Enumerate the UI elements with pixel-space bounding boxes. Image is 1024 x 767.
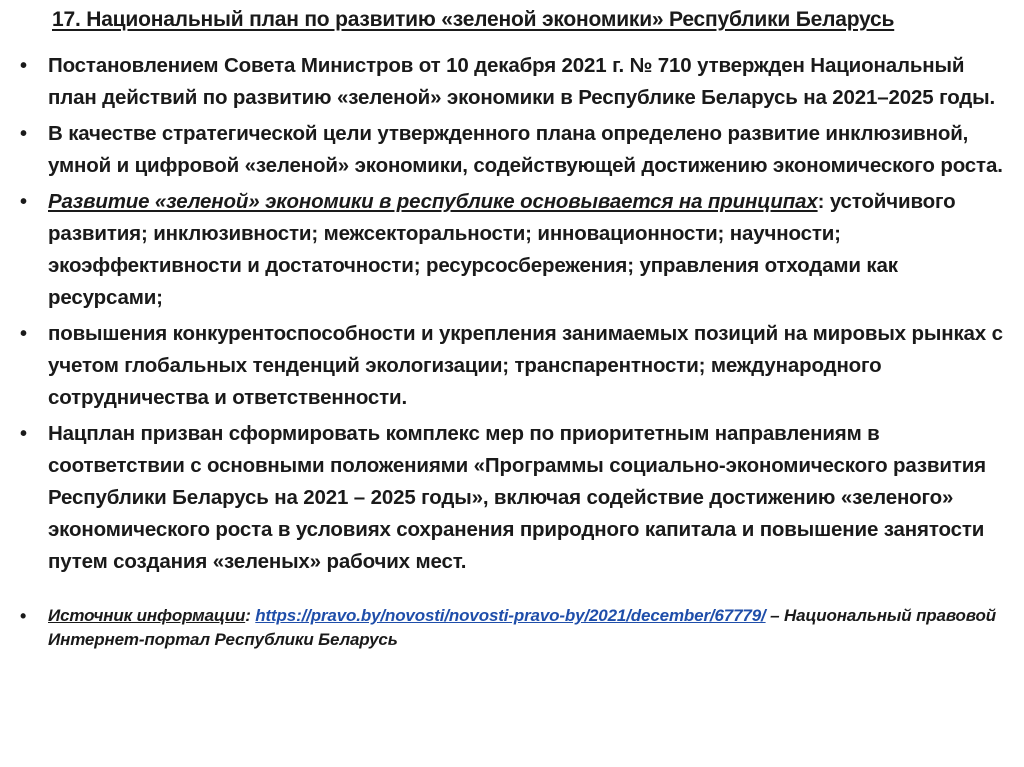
principles-heading: Развитие «зеленой» экономики в республике основывается на принципах [48,190,818,213]
bullet-icon: • [20,123,27,145]
bullet-item-3 [20,186,1005,314]
bullet-icon: • [20,191,27,213]
bullet-text: повышения конкурентоспособности и укрепления занимаемых позиций на мировых рынках с учетом глобальных тенденций экологизации; транспарентности; международного сотрудничества и ответственности. [48,322,1003,409]
bullet-icon: • [20,323,27,345]
bullet-icon: • [20,606,27,626]
source-suffix: – Национальный правовой Интернет-портал Республики Беларусь [48,606,996,649]
bullet-item-1 [20,50,1005,114]
bullet-icon: • [20,55,27,77]
bullet-item-4 [20,318,1005,414]
bullet-item-2 [20,118,1005,182]
slide-title: 17. Национальный план по развитию «зеленой экономики» Республики Беларусь [52,8,895,31]
bullet-list [20,50,1005,656]
source-label: Источник информации [48,606,246,625]
bullet-text: В качестве стратегической цели утвержденного плана определено развитие инклюзивной, умной и цифровой «зеленой» экономики, содействующей достижению экономического роста. [48,122,1003,177]
source-link[interactable]: https://pravo.by/novosti/novosti-pravo-by/2021/december/67779/ [255,606,766,625]
bullet-icon: • [20,423,27,445]
source-item [20,604,1005,652]
bullet-text: : устойчивого развития; инклюзивности; межсекторальности; инновационности; научности; экоэффективности и достаточности; ресурсосбережения; управления отходами как ресурсами; [48,190,956,309]
bullet-text: Нацплан призван сформировать комплекс мер по приоритетным направлениям в соответствии с основными положениями «Программы социально-экономического развития Республики Беларусь на 2021 – 2025 годы», включая содействие достижению «зеленого» экономического роста в условиях сохранения природного капитала и повышение занятости путем создания «зеленых» рабочих мест. [48,422,986,573]
source-colon: : [245,606,256,625]
bullet-text: Постановлением Совета Министров от 10 декабря 2021 г. № 710 утвержден Национальный план действий по развитию «зеленой» экономики в Республике Беларусь на 2021–2025 годы. [48,54,996,109]
bullet-item-5 [20,418,1005,578]
